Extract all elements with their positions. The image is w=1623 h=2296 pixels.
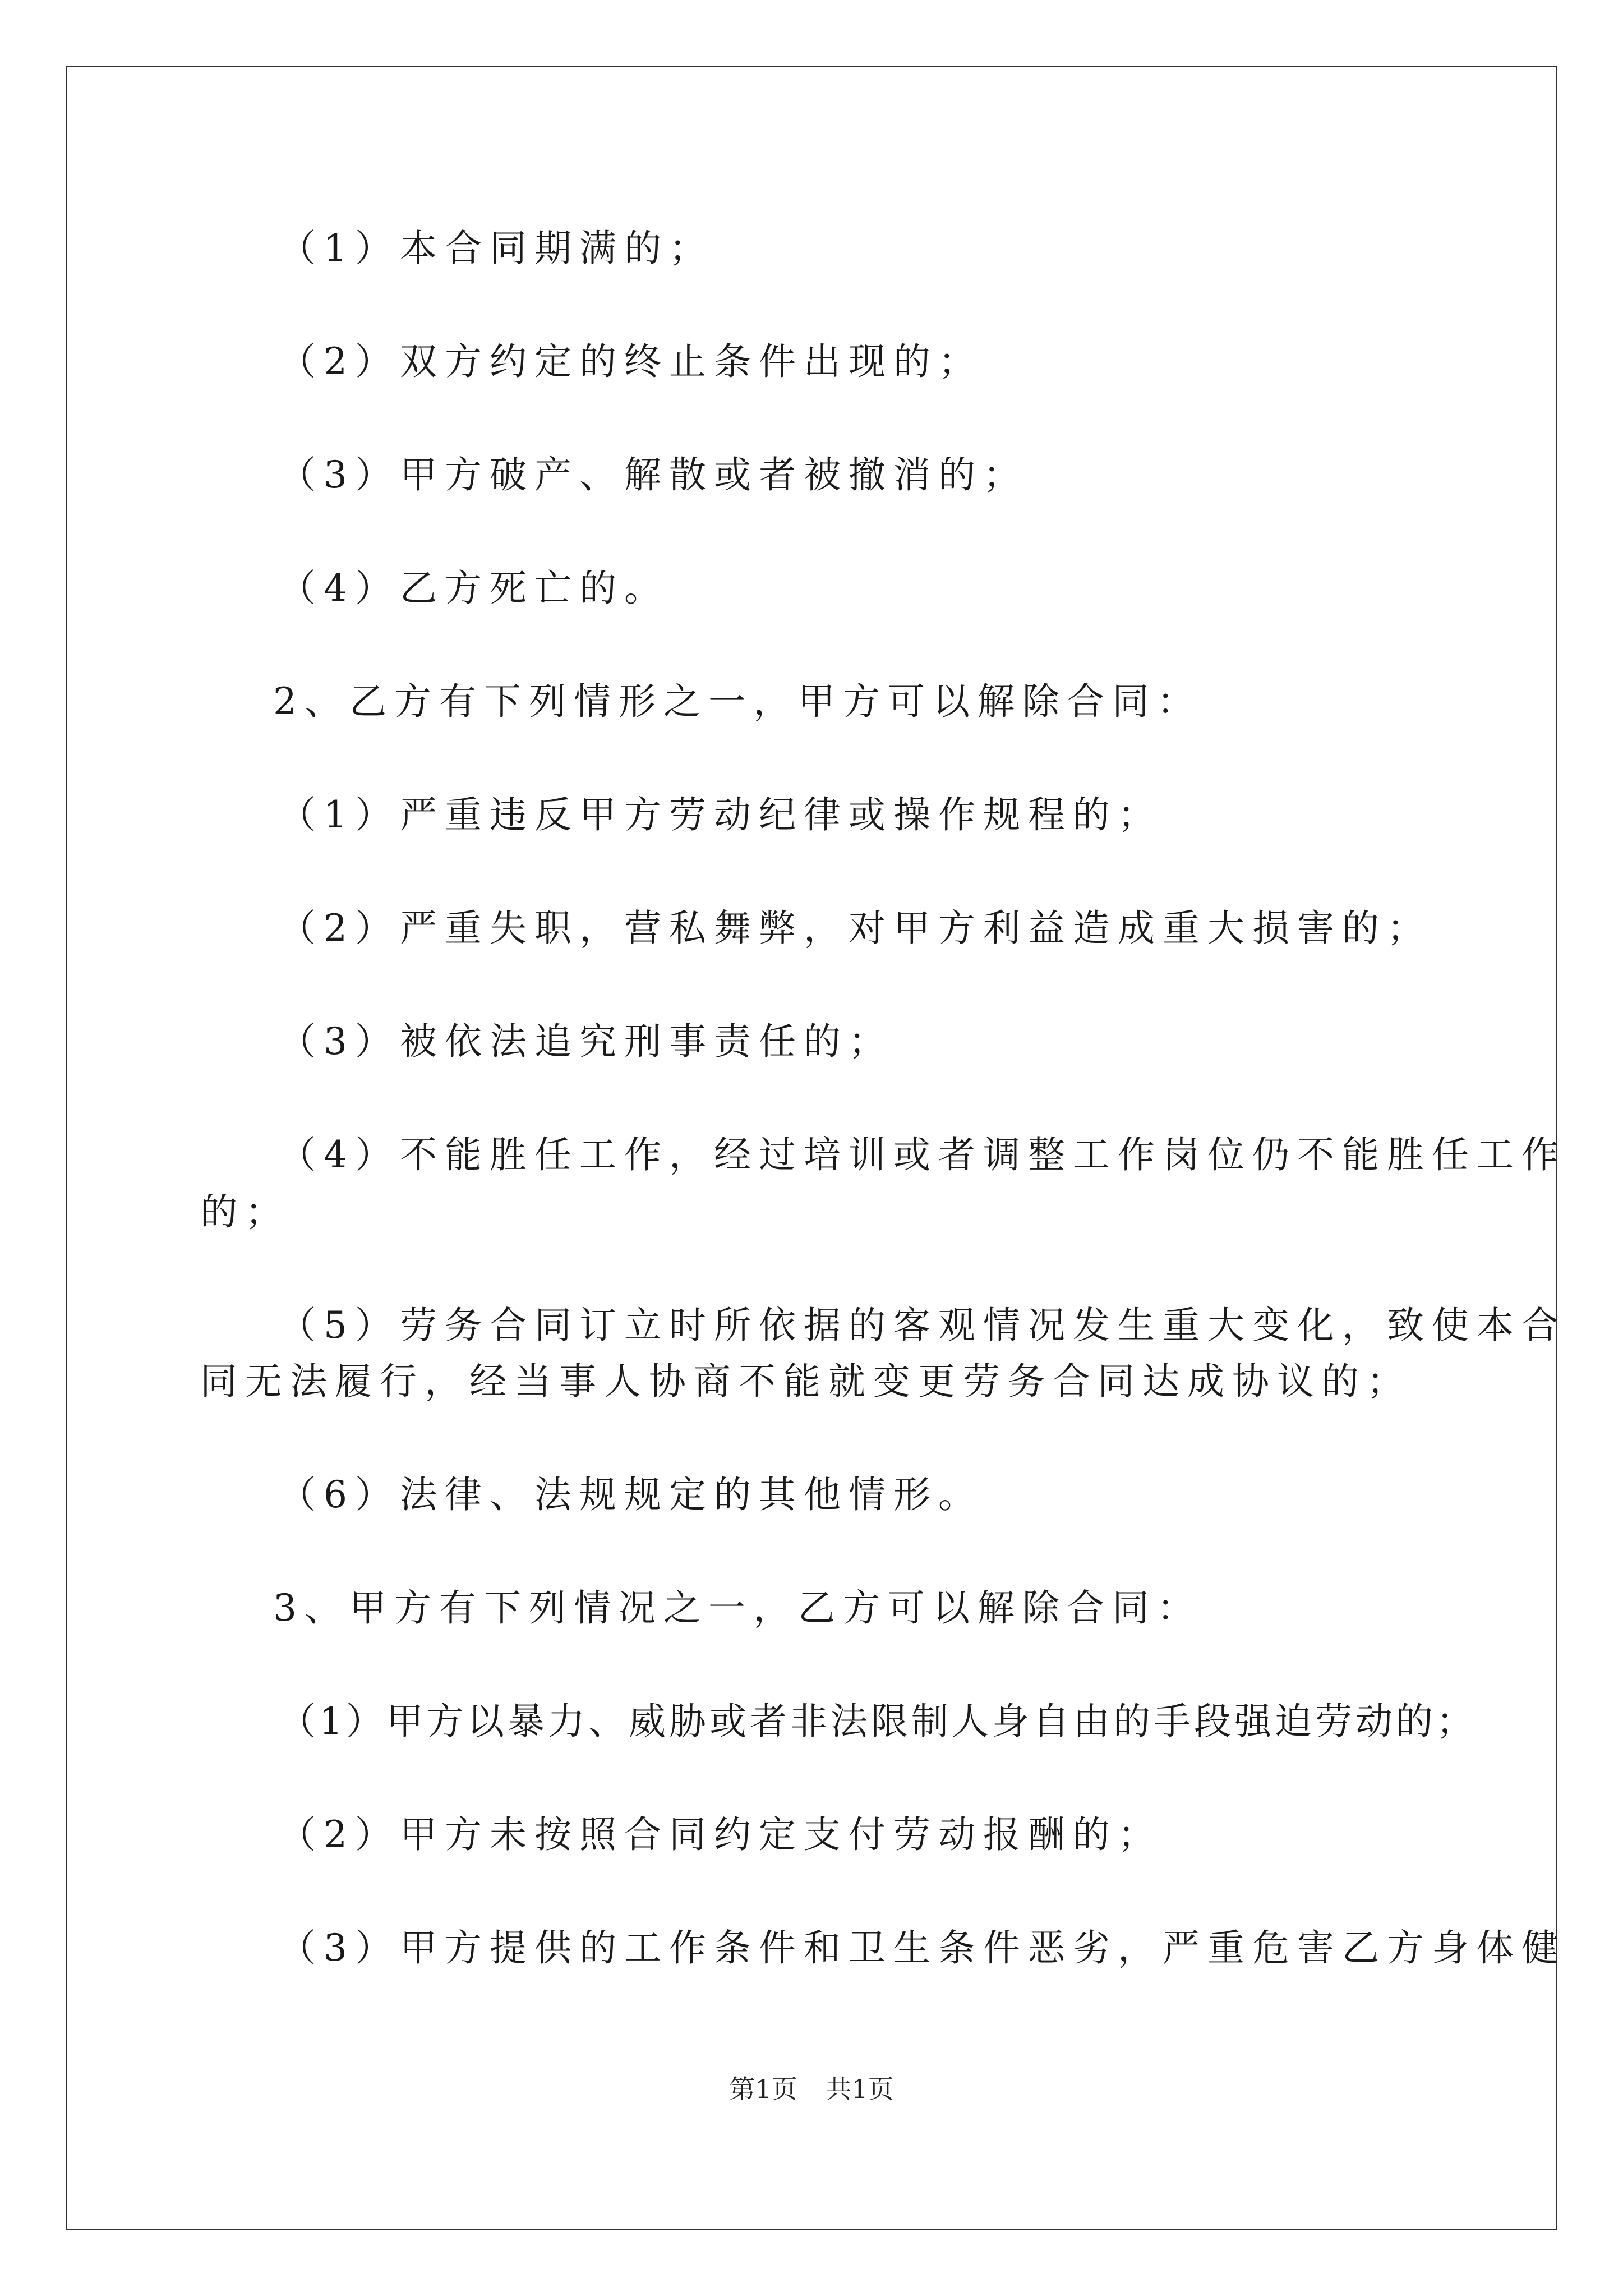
- page-footer: [0, 2072, 1623, 2106]
- clause-1-1: （1）本合同期满的；: [279, 227, 714, 270]
- section-2-heading: 2、乙方有下列情形之一，甲方可以解除合同：: [273, 680, 1202, 723]
- clause-2-5: （5）劳务合同订立时所依据的客观情况发生重大变化，致使本合: [279, 1304, 1566, 1347]
- clause-3-2: （2）甲方未按照合同约定支付劳动报酬的；: [279, 1813, 1163, 1856]
- section-3-heading: 3、甲方有下列情况之一，乙方可以解除合同：: [273, 1586, 1202, 1630]
- clause-2-3: （3）被依法追究刑事责任的；: [279, 1020, 893, 1063]
- clause-1-4: （4）乙方死亡的。: [279, 567, 669, 610]
- clause-1-2: （2）双方约定的终止条件出现的；: [279, 340, 983, 383]
- clause-2-6: （6）法律、法规规定的其他情形。: [279, 1473, 983, 1516]
- clause-2-2: （2）严重失职，营私舞弊，对甲方利益造成重大损害的；: [279, 907, 1432, 950]
- page-number: 第1页: [729, 2074, 797, 2104]
- clause-2-4: （4）不能胜任工作，经过培训或者调整工作岗位仍不能胜任工作: [279, 1133, 1566, 1176]
- clause-2-4-continued: 的；: [200, 1190, 290, 1234]
- clause-3-1: （1）甲方以暴力、威胁或者非法限制人身自由的手段强迫劳动的；: [279, 1700, 1477, 1743]
- clause-1-3: （3）甲方破产、解散或者被撤消的；: [279, 453, 1028, 496]
- clause-3-3: （3）甲方提供的工作条件和卫生条件恶劣，严重危害乙方身体健: [279, 1926, 1566, 1970]
- page-total: 共1页: [826, 2074, 894, 2104]
- clause-2-5-continued: 同无法履行，经当事人协商不能就变更劳务合同达成协议的；: [200, 1360, 1412, 1403]
- clause-2-1: （1）严重违反甲方劳动纪律或操作规程的；: [279, 793, 1163, 836]
